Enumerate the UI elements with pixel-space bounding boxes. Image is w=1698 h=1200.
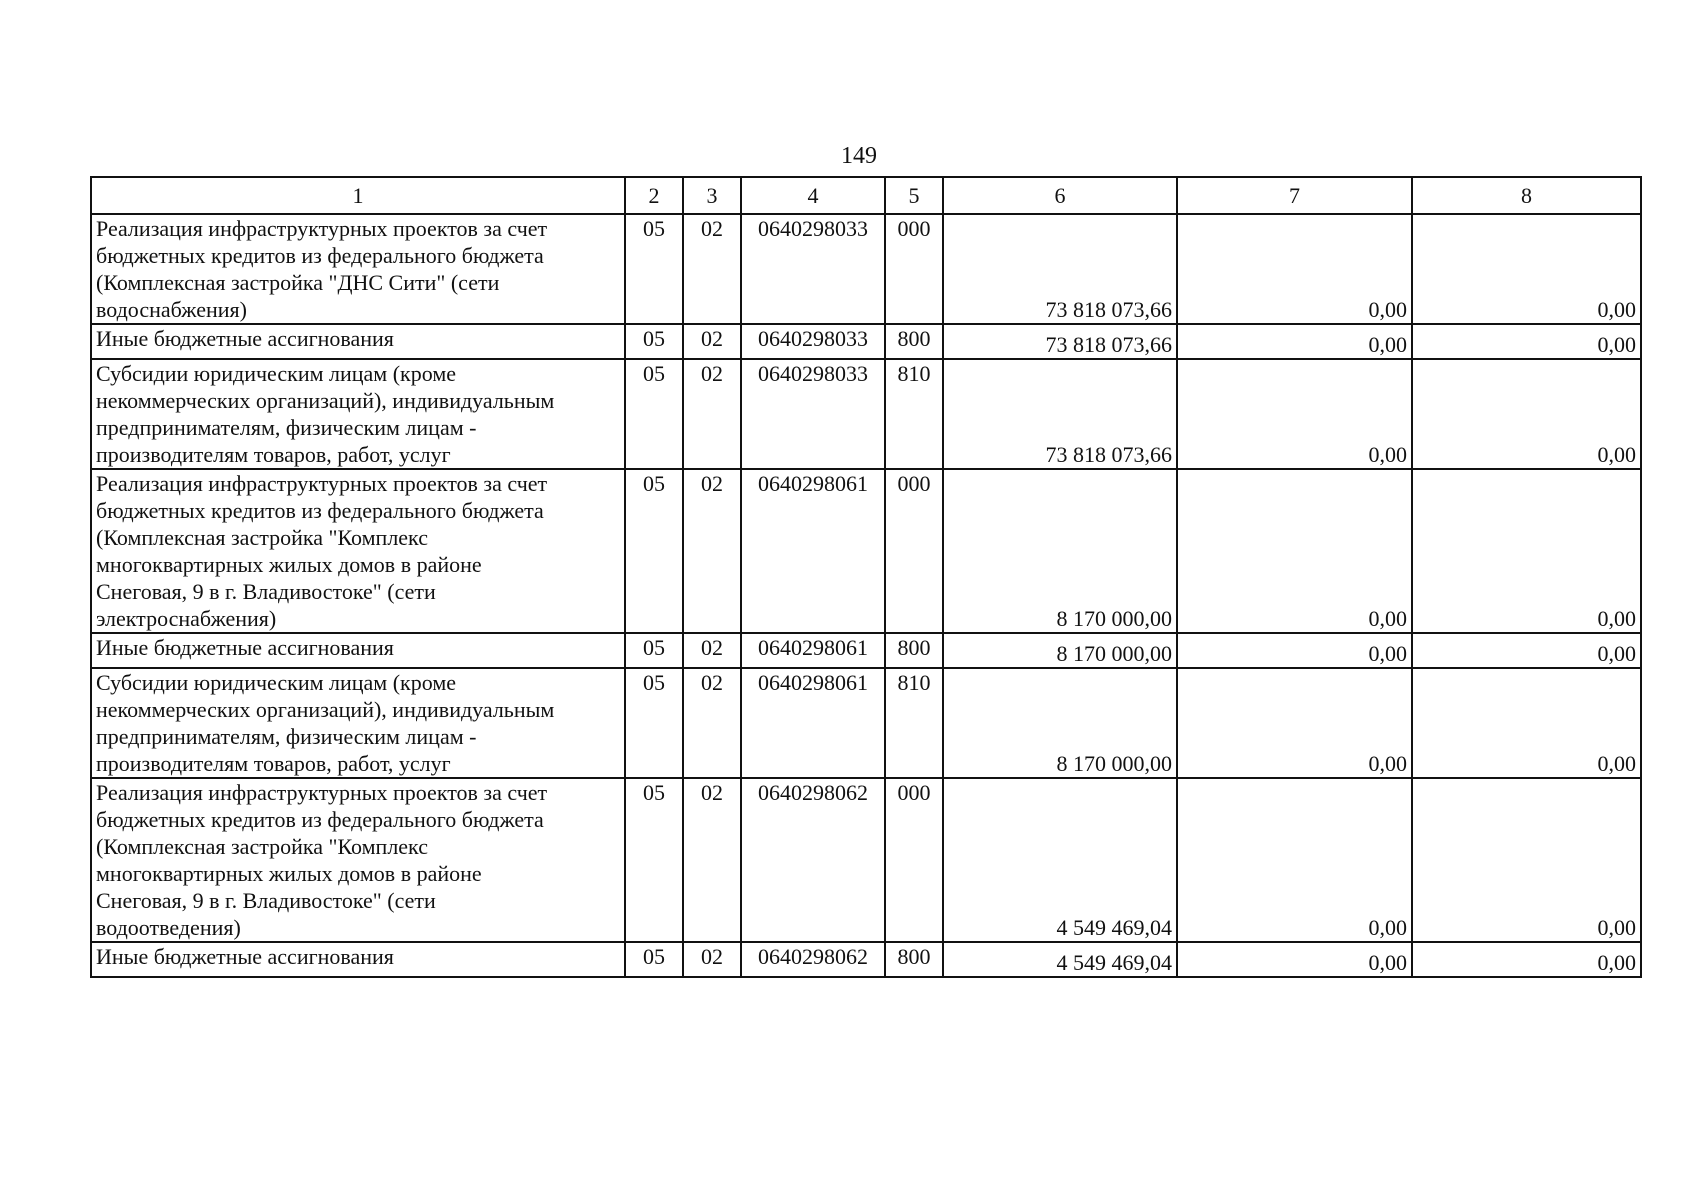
row-amount-col8: 0,00 [1412, 668, 1641, 778]
budget-table [90, 176, 1642, 978]
row-section: 05 [625, 359, 683, 469]
header-col-2: 2 [625, 177, 683, 214]
row-section: 05 [625, 469, 683, 633]
row-subsection: 02 [683, 469, 741, 633]
row-amount-col8: 0,00 [1412, 214, 1641, 324]
table-row [91, 668, 1641, 778]
row-name: Иные бюджетные ассигнования [91, 942, 625, 977]
row-expense-type: 000 [885, 214, 943, 324]
row-amount-col7: 0,00 [1177, 214, 1412, 324]
row-amount-col8: 0,00 [1412, 359, 1641, 469]
row-amount-col6: 73 818 073,66 [943, 324, 1177, 359]
row-target-code: 0640298033 [741, 324, 885, 359]
row-expense-type: 800 [885, 633, 943, 668]
table-row [91, 359, 1641, 469]
header-col-8: 8 [1412, 177, 1641, 214]
row-section: 05 [625, 778, 683, 942]
row-amount-col6: 73 818 073,66 [943, 359, 1177, 469]
row-section: 05 [625, 942, 683, 977]
row-amount-col6: 4 549 469,04 [943, 778, 1177, 942]
header-col-3: 3 [683, 177, 741, 214]
row-amount-col7: 0,00 [1177, 668, 1412, 778]
row-section: 05 [625, 668, 683, 778]
row-amount-col7: 0,00 [1177, 469, 1412, 633]
row-name: Субсидии юридическим лицам (кроме некоммерческих организаций), индивидуальным предпринимателям, физическим лицам - производителям товаров, работ, услуг [91, 668, 625, 778]
row-amount-col6: 8 170 000,00 [943, 633, 1177, 668]
row-target-code: 0640298062 [741, 942, 885, 977]
row-target-code: 0640298061 [741, 668, 885, 778]
header-col-7: 7 [1177, 177, 1412, 214]
row-subsection: 02 [683, 359, 741, 469]
row-amount-col8: 0,00 [1412, 778, 1641, 942]
row-amount-col8: 0,00 [1412, 633, 1641, 668]
row-name: Реализация инфраструктурных проектов за счет бюджетных кредитов из федерального бюджета (Комплексная застройка "ДНС Сити" (сети водоснабжения) [91, 214, 625, 324]
row-subsection: 02 [683, 668, 741, 778]
header-col-5: 5 [885, 177, 943, 214]
table-row [91, 942, 1641, 977]
row-subsection: 02 [683, 942, 741, 977]
row-name: Иные бюджетные ассигнования [91, 633, 625, 668]
row-amount-col6: 4 549 469,04 [943, 942, 1177, 977]
row-amount-col6: 8 170 000,00 [943, 469, 1177, 633]
row-expense-type: 000 [885, 778, 943, 942]
row-name: Реализация инфраструктурных проектов за счет бюджетных кредитов из федерального бюджета (Комплексная застройка "Комплекс многоквартирных жилых домов в районе Снеговая, 9 в г. Владивостоке" (сети электроснабжения) [91, 469, 625, 633]
row-name: Реализация инфраструктурных проектов за счет бюджетных кредитов из федерального бюджета (Комплексная застройка "Комплекс многоквартирных жилых домов в районе Снеговая, 9 в г. Владивостоке" (сети водоотведения) [91, 778, 625, 942]
row-section: 05 [625, 633, 683, 668]
row-subsection: 02 [683, 778, 741, 942]
row-target-code: 0640298061 [741, 633, 885, 668]
row-amount-col8: 0,00 [1412, 324, 1641, 359]
table-row [91, 469, 1641, 633]
row-expense-type: 810 [885, 359, 943, 469]
row-amount-col7: 0,00 [1177, 633, 1412, 668]
row-subsection: 02 [683, 324, 741, 359]
row-expense-type: 800 [885, 324, 943, 359]
row-amount-col7: 0,00 [1177, 778, 1412, 942]
row-amount-col6: 8 170 000,00 [943, 668, 1177, 778]
header-col-6: 6 [943, 177, 1177, 214]
row-amount-col6: 73 818 073,66 [943, 214, 1177, 324]
row-target-code: 0640298061 [741, 469, 885, 633]
row-expense-type: 000 [885, 469, 943, 633]
table-row [91, 214, 1641, 324]
row-target-code: 0640298033 [741, 214, 885, 324]
row-amount-col7: 0,00 [1177, 324, 1412, 359]
header-col-4: 4 [741, 177, 885, 214]
row-name: Субсидии юридическим лицам (кроме некоммерческих организаций), индивидуальным предпринимателям, физическим лицам - производителям товаров, работ, услуг [91, 359, 625, 469]
row-target-code: 0640298033 [741, 359, 885, 469]
row-name: Иные бюджетные ассигнования [91, 324, 625, 359]
row-expense-type: 810 [885, 668, 943, 778]
header-col-1: 1 [91, 177, 625, 214]
table-row [91, 633, 1641, 668]
table-row [91, 778, 1641, 942]
row-subsection: 02 [683, 633, 741, 668]
row-expense-type: 800 [885, 942, 943, 977]
page-number: 149 [841, 143, 877, 169]
row-amount-col8: 0,00 [1412, 942, 1641, 977]
row-amount-col7: 0,00 [1177, 359, 1412, 469]
row-section: 05 [625, 324, 683, 359]
row-subsection: 02 [683, 214, 741, 324]
row-amount-col8: 0,00 [1412, 469, 1641, 633]
row-amount-col7: 0,00 [1177, 942, 1412, 977]
row-target-code: 0640298062 [741, 778, 885, 942]
table-row [91, 324, 1641, 359]
row-section: 05 [625, 214, 683, 324]
header-row [91, 177, 1641, 214]
